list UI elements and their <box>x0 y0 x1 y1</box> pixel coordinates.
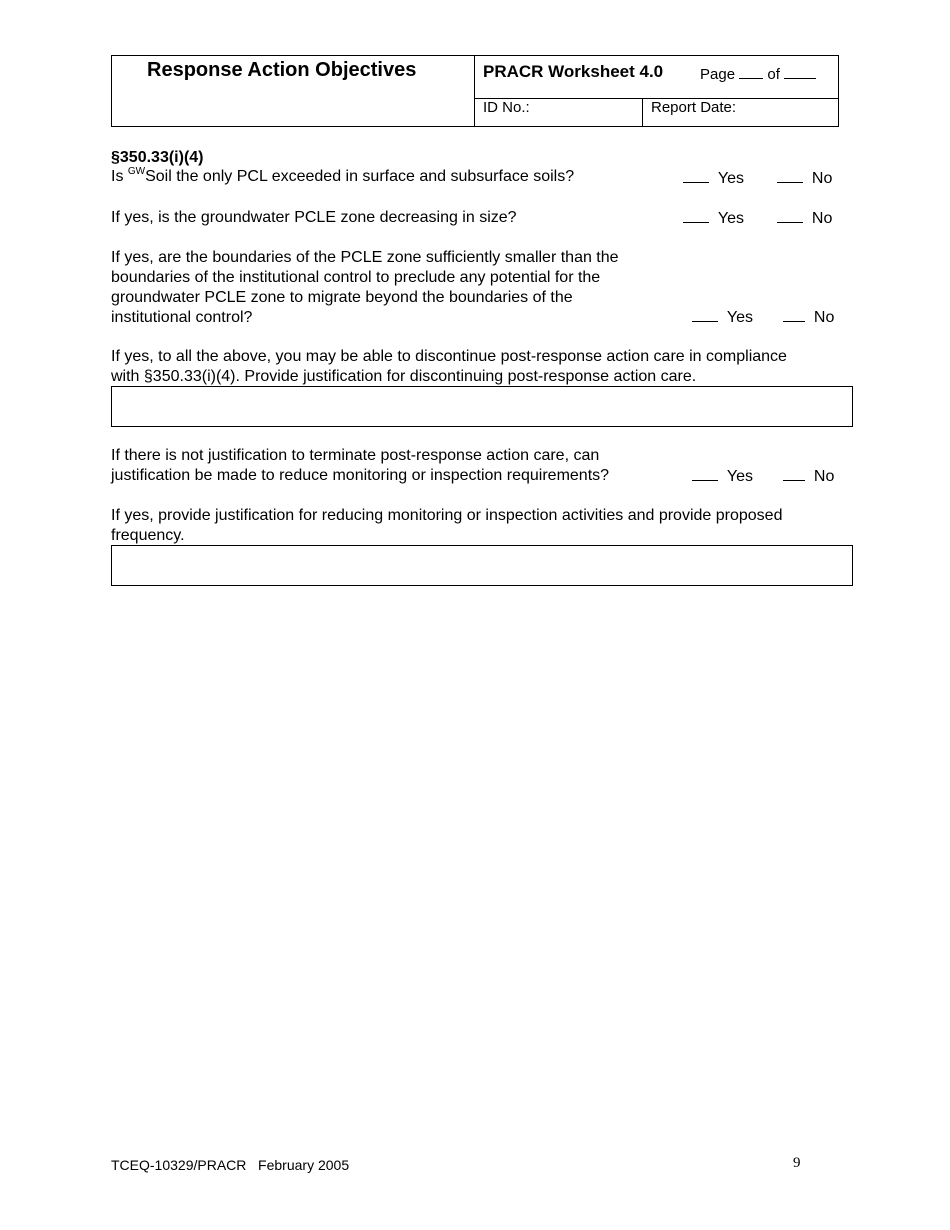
page-of-field[interactable] <box>700 64 816 83</box>
question-reduce-monitoring: If there is not justification to terminate post-response action care, can justification be made to reduce monitoring or inspection requirements? <box>111 447 610 484</box>
gw-superscript: GW <box>127 165 146 177</box>
page-title: Response Action Objectives <box>147 59 417 81</box>
reduce-instructions: If yes, provide justification for reducing monitoring or inspection activities and provide proposed frequency. <box>111 507 783 544</box>
report-date-label: Report Date: <box>651 99 737 116</box>
of-blank[interactable] <box>784 64 816 79</box>
q4-no-blank[interactable] <box>783 466 805 481</box>
q3-yes-blank[interactable] <box>692 307 718 322</box>
id-label: ID No.: <box>483 99 530 116</box>
of-label: of <box>767 66 780 83</box>
q1-yes-blank[interactable] <box>683 168 709 183</box>
q2-yes-option[interactable]: Yes <box>683 208 744 229</box>
section-citation: §350.33(i)(4) <box>111 149 204 166</box>
q4-yes-option[interactable]: Yes <box>692 466 753 487</box>
q3-no-option[interactable]: No <box>783 307 834 328</box>
q1-no-blank[interactable] <box>777 168 803 183</box>
q4-no-option[interactable]: No <box>783 466 834 487</box>
q2-no-blank[interactable] <box>777 208 803 223</box>
q2-no-option[interactable]: No <box>777 208 832 229</box>
discontinue-instructions: If yes, to all the above, you may be able to discontinue post-response action care in compliance with §350.33(i)(4). Provide justification for discontinuing post-response action care. <box>111 348 787 385</box>
discontinue-justification-box[interactable] <box>111 386 853 427</box>
question-pcle-decreasing: If yes, is the groundwater PCLE zone decreasing in size? <box>111 209 517 226</box>
q4-yes-blank[interactable] <box>692 466 718 481</box>
reduce-justification-box[interactable] <box>111 545 853 586</box>
question-gwsoil-only-pcl: Is $^{GW}$Soil the only PCL exceeded in surface and subsurface soils? <box>111 165 575 185</box>
page-label: Page <box>700 66 736 83</box>
q3-yes-option[interactable]: Yes <box>692 307 753 328</box>
footer-page-number: 9 <box>793 1155 801 1171</box>
footer-form-id: TCEQ-10329/PRACR February 2005 <box>111 1157 350 1173</box>
question-pcle-boundaries: If yes, are the boundaries of the PCLE zone sufficiently smaller than the boundaries of the institutional control to preclude any potential for the groundwater PCLE zone to migrate beyond the boundaries of the institutional control? <box>111 249 619 326</box>
q2-yes-blank[interactable] <box>683 208 709 223</box>
q3-no-blank[interactable] <box>783 307 805 322</box>
q1-yes-option[interactable]: Yes <box>683 168 744 189</box>
worksheet-label: PRACR Worksheet 4.0 <box>483 62 664 81</box>
q1-no-option[interactable]: No <box>777 168 832 189</box>
page-blank[interactable] <box>739 64 763 79</box>
